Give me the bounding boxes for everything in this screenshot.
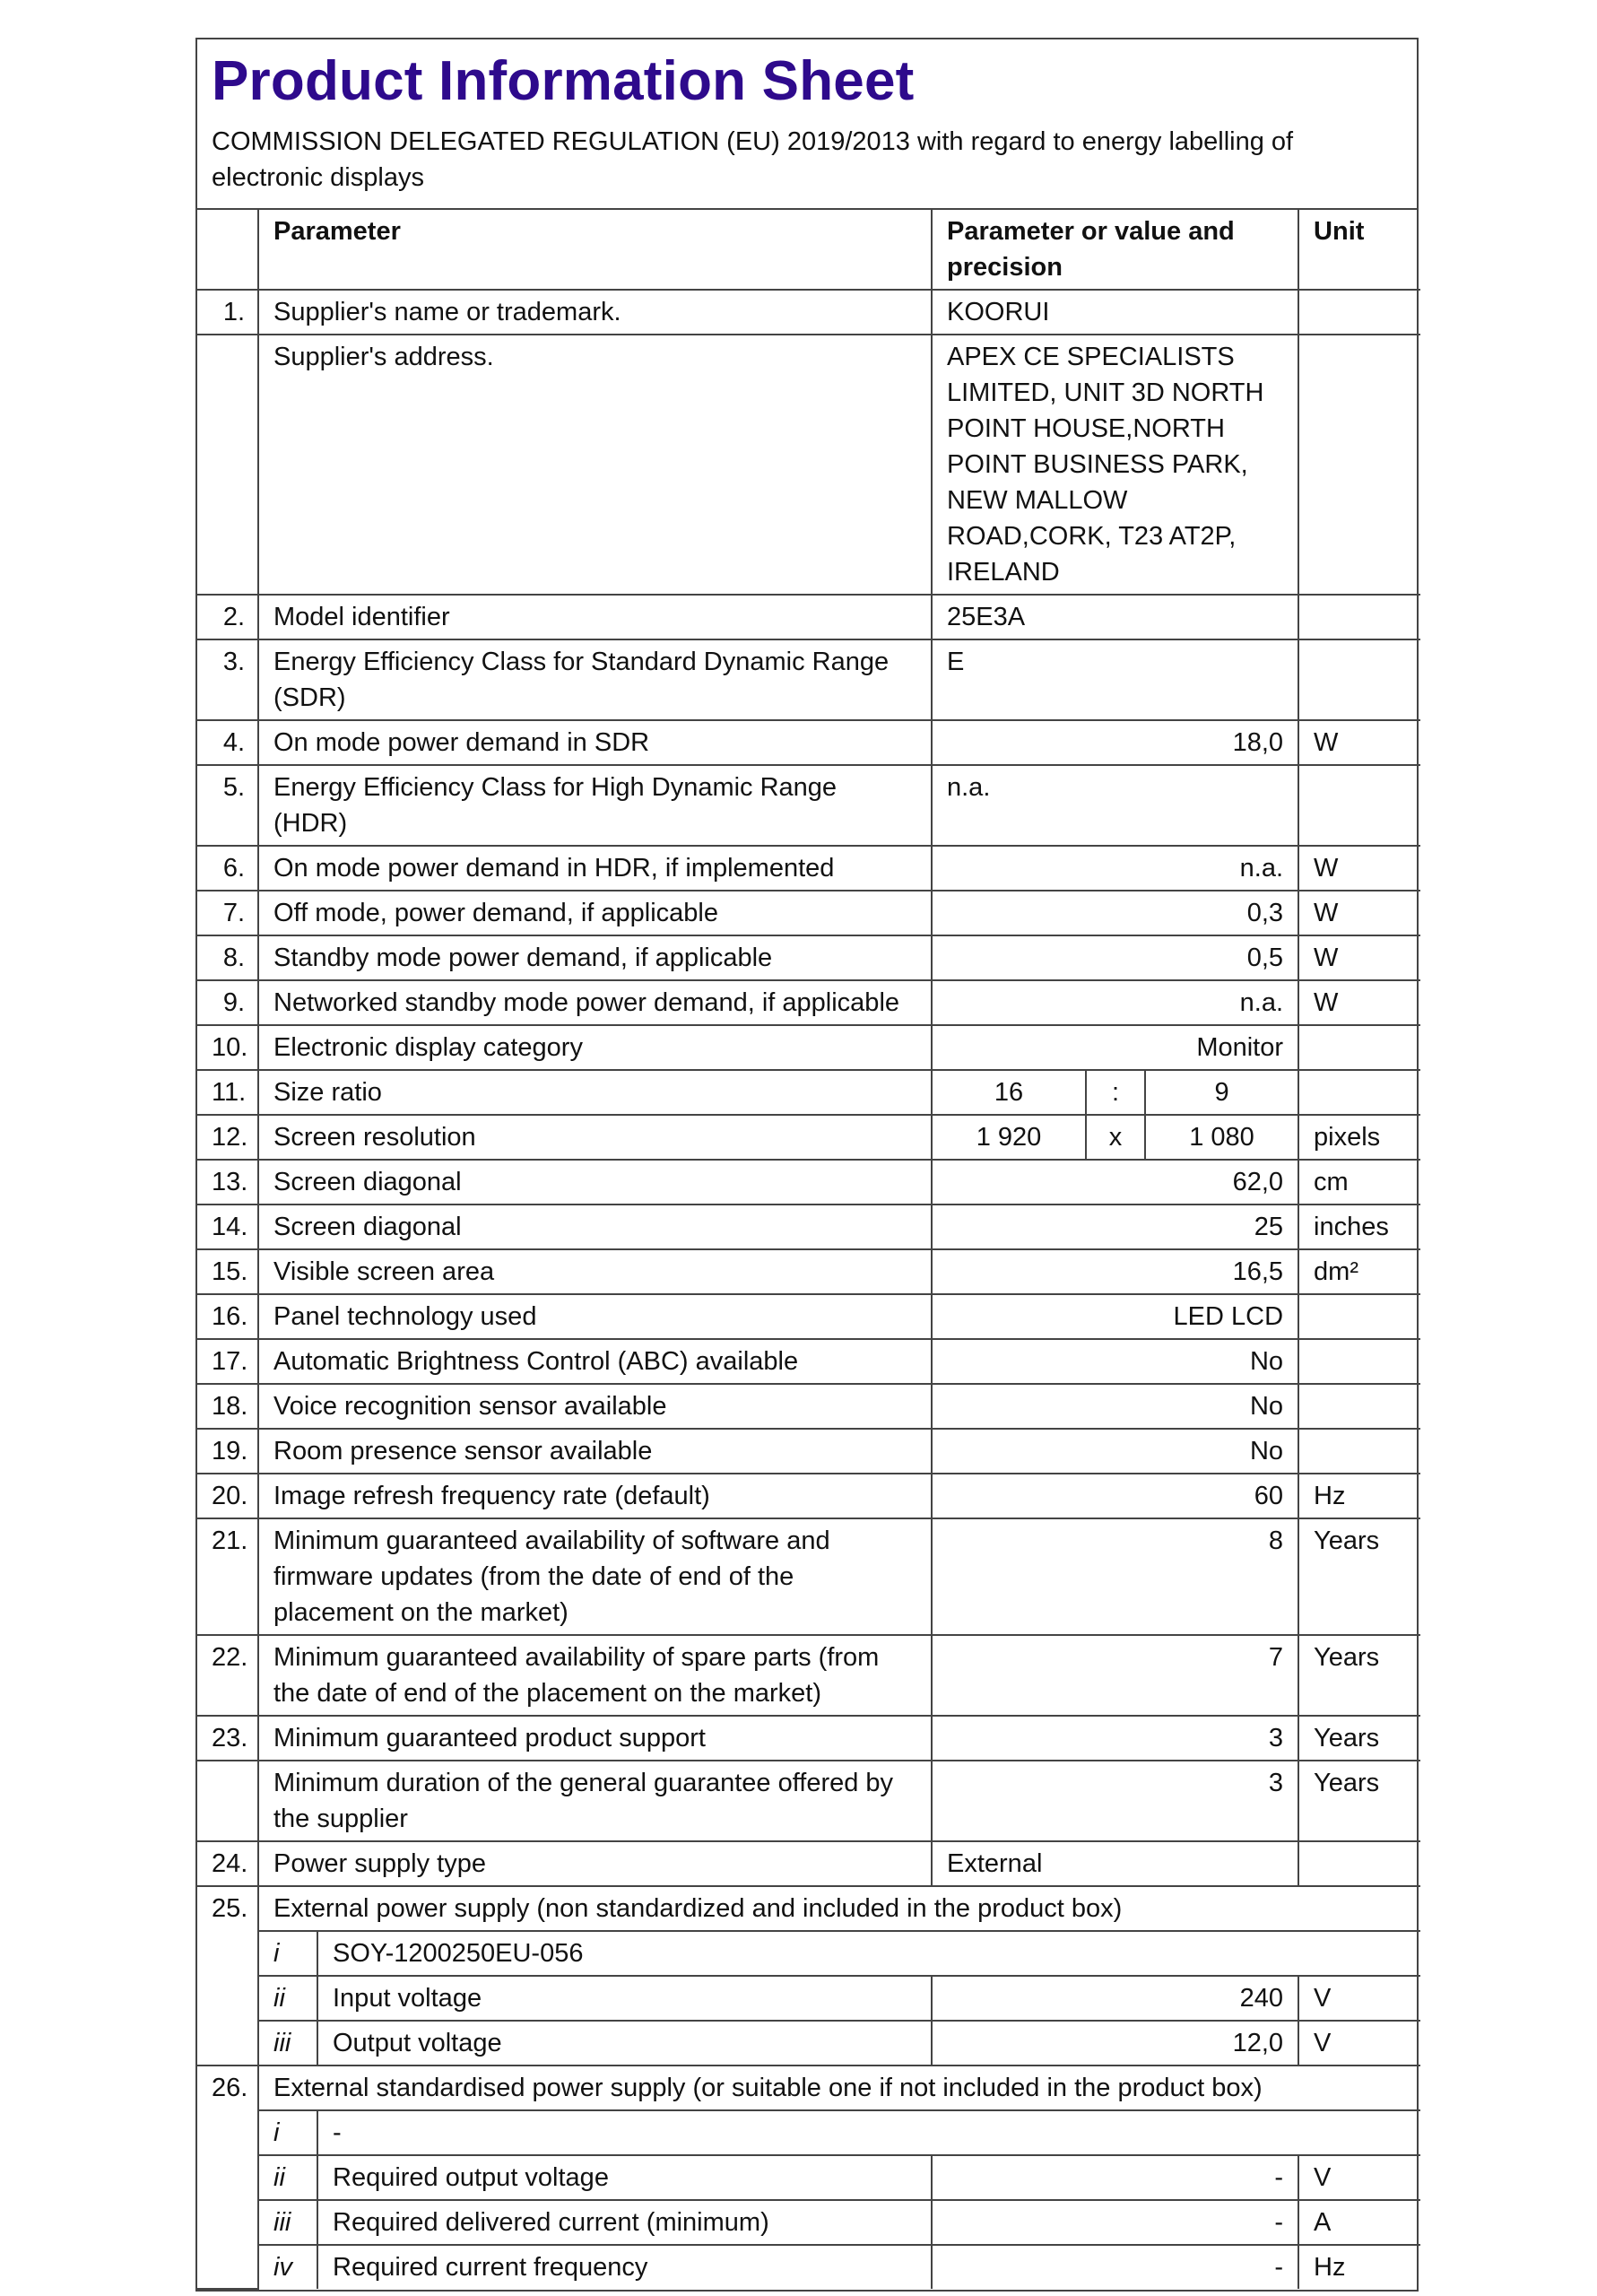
row-unit (1298, 1339, 1420, 1384)
row-parameter: Electronic display category (258, 1025, 932, 1070)
row-unit: W (1298, 891, 1420, 935)
row-number: 6. (197, 846, 258, 891)
sub-item-label: i (258, 1931, 317, 1976)
psu-model-value: - (317, 2110, 1420, 2155)
row-unit: A (1298, 2200, 1420, 2245)
table-row (197, 1976, 1420, 2021)
row-number: 17. (197, 1339, 258, 1384)
row-value: LED LCD (932, 1294, 1298, 1339)
table-row (197, 1761, 1420, 1841)
row-value: Monitor (932, 1025, 1298, 1070)
row-parameter: Required current frequency (317, 2245, 932, 2289)
row-unit: dm² (1298, 1249, 1420, 1294)
row-unit (1298, 1384, 1420, 1429)
row-parameter: Model identifier (258, 595, 932, 639)
table-row (197, 720, 1420, 765)
row-number: 24. (197, 1841, 258, 1886)
row-number: 20. (197, 1474, 258, 1518)
row-value: 12,0 (932, 2021, 1298, 2066)
parameters-table (197, 210, 1420, 2290)
row-value: 8 (932, 1518, 1298, 1635)
row-number: 9. (197, 980, 258, 1025)
row-unit: W (1298, 980, 1420, 1025)
table-row (197, 1931, 1420, 1976)
row-number: 8. (197, 935, 258, 980)
row-unit: W (1298, 720, 1420, 765)
row-parameter: Voice recognition sensor available (258, 1384, 932, 1429)
row-value: 0,3 (932, 891, 1298, 935)
row-number: 15. (197, 1249, 258, 1294)
row-unit: V (1298, 2155, 1420, 2200)
table-row (197, 290, 1420, 335)
row-value: No (932, 1339, 1298, 1384)
row-parameter: Minimum guaranteed availability of software and firmware updates (from the date of end of the placement on the market) (258, 1518, 932, 1635)
row-unit (1298, 290, 1420, 335)
row-unit: Years (1298, 1761, 1420, 1841)
row-number: 7. (197, 891, 258, 935)
row-unit (1298, 335, 1420, 595)
table-row (197, 1294, 1420, 1339)
row-value: 25 (932, 1205, 1298, 1249)
row-unit (1298, 639, 1420, 720)
row-parameter: Minimum duration of the general guarantee offered by the supplier (258, 1761, 932, 1841)
row-number: 13. (197, 1160, 258, 1205)
table-row (197, 2155, 1420, 2200)
row-unit: cm (1298, 1160, 1420, 1205)
table-row (197, 2245, 1420, 2289)
resolution-separator: x (1086, 1115, 1145, 1160)
table-row (197, 1518, 1420, 1635)
row-value: - (932, 2155, 1298, 2200)
table-row (197, 1115, 1420, 1160)
row-value: E (932, 639, 1298, 720)
table-row (197, 891, 1420, 935)
ratio-height-value: 9 (1145, 1070, 1298, 1115)
row-value: 0,5 (932, 935, 1298, 980)
table-row (197, 1429, 1420, 1474)
resolution-width-value: 1 920 (932, 1115, 1086, 1160)
row-unit (1298, 595, 1420, 639)
sub-item-label: i (258, 2110, 317, 2155)
table-row (197, 595, 1420, 639)
table-row (197, 1339, 1420, 1384)
header-number (197, 210, 258, 290)
table-row (197, 1160, 1420, 1205)
row-unit: W (1298, 935, 1420, 980)
table-row (197, 1635, 1420, 1716)
row-parameter: Screen resolution (258, 1115, 932, 1160)
row-unit (1298, 1429, 1420, 1474)
page-title: Product Information Sheet (212, 50, 915, 112)
row-number: 25. (197, 1886, 258, 2066)
table-row (197, 1841, 1420, 1886)
table-row (197, 980, 1420, 1025)
row-number: 4. (197, 720, 258, 765)
row-value: 240 (932, 1976, 1298, 2021)
row-unit: Years (1298, 1635, 1420, 1716)
row-number (197, 335, 258, 595)
row-unit (1298, 1841, 1420, 1886)
row-parameter: Automatic Brightness Control (ABC) available (258, 1339, 932, 1384)
table-row (197, 1474, 1420, 1518)
row-parameter: Minimum guaranteed product support (258, 1716, 932, 1761)
supplier-address-value: APEX CE SPECIALISTS LIMITED, UNIT 3D NORTH POINT HOUSE,NORTH POINT BUSINESS PARK, NEW MALLOW ROAD,CORK, T23 AT2P, IRELAND (932, 335, 1298, 595)
table-row (197, 846, 1420, 891)
row-number: 23. (197, 1716, 258, 1761)
row-number: 1. (197, 290, 258, 335)
row-value: 3 (932, 1761, 1298, 1841)
row-number: 21. (197, 1518, 258, 1635)
row-value: - (932, 2200, 1298, 2245)
row-unit (1298, 1070, 1420, 1115)
table-row (197, 2021, 1420, 2066)
section-heading: External standardised power supply (or suitable one if not included in the product box) (258, 2066, 1420, 2110)
row-number: 18. (197, 1384, 258, 1429)
row-number (197, 1761, 258, 1841)
table-row (197, 2066, 1420, 2110)
row-unit: Hz (1298, 2245, 1420, 2289)
table-row (197, 2110, 1420, 2155)
header-parameter: Parameter (258, 210, 932, 290)
header-value: Parameter or value and precision (932, 210, 1298, 290)
table-row (197, 1025, 1420, 1070)
row-value: 60 (932, 1474, 1298, 1518)
row-value: KOORUI (932, 290, 1298, 335)
table-row (197, 1070, 1420, 1115)
ratio-width-value: 16 (932, 1070, 1086, 1115)
row-unit: W (1298, 846, 1420, 891)
row-unit: Years (1298, 1716, 1420, 1761)
row-unit: inches (1298, 1205, 1420, 1249)
row-parameter: Panel technology used (258, 1294, 932, 1339)
table-row (197, 335, 1420, 595)
table-row (197, 765, 1420, 846)
table-row (197, 639, 1420, 720)
row-unit (1298, 765, 1420, 846)
row-parameter: Supplier's address. (258, 335, 932, 595)
sub-item-label: ii (258, 2155, 317, 2200)
resolution-height-value: 1 080 (1145, 1115, 1298, 1160)
row-number: 26. (197, 2066, 258, 2289)
row-parameter: Energy Efficiency Class for Standard Dynamic Range (SDR) (258, 639, 932, 720)
row-value: 18,0 (932, 720, 1298, 765)
row-value: External (932, 1841, 1298, 1886)
row-value: 62,0 (932, 1160, 1298, 1205)
section-heading: External power supply (non standardized and included in the product box) (258, 1886, 1420, 1931)
table-row (197, 1716, 1420, 1761)
row-number: 2. (197, 595, 258, 639)
row-parameter: Supplier's name or trademark. (258, 290, 932, 335)
row-parameter: Required delivered current (minimum) (317, 2200, 932, 2245)
row-value: No (932, 1384, 1298, 1429)
row-parameter: On mode power demand in HDR, if implemented (258, 846, 932, 891)
row-number: 22. (197, 1635, 258, 1716)
row-unit (1298, 1025, 1420, 1070)
row-parameter: Room presence sensor available (258, 1429, 932, 1474)
row-number: 16. (197, 1294, 258, 1339)
table-row (197, 2200, 1420, 2245)
row-parameter: Size ratio (258, 1070, 932, 1115)
row-value: 16,5 (932, 1249, 1298, 1294)
row-number: 3. (197, 639, 258, 720)
row-parameter: On mode power demand in SDR (258, 720, 932, 765)
table-row (197, 1249, 1420, 1294)
table-header-row (197, 210, 1420, 290)
row-parameter: Image refresh frequency rate (default) (258, 1474, 932, 1518)
row-parameter: Standby mode power demand, if applicable (258, 935, 932, 980)
row-parameter: Power supply type (258, 1841, 932, 1886)
row-number: 11. (197, 1070, 258, 1115)
row-parameter: Visible screen area (258, 1249, 932, 1294)
ratio-separator: : (1086, 1070, 1145, 1115)
row-parameter: Screen diagonal (258, 1160, 932, 1205)
row-parameter: Input voltage (317, 1976, 932, 2021)
sub-item-label: iii (258, 2021, 317, 2066)
row-parameter: Output voltage (317, 2021, 932, 2066)
sub-item-label: ii (258, 1976, 317, 2021)
row-number: 19. (197, 1429, 258, 1474)
row-unit: V (1298, 1976, 1420, 2021)
row-parameter: Minimum guaranteed availability of spare parts (from the date of end of the placement on the market) (258, 1635, 932, 1716)
row-value: 25E3A (932, 595, 1298, 639)
row-parameter: Screen diagonal (258, 1205, 932, 1249)
table-row (197, 935, 1420, 980)
row-value: - (932, 2245, 1298, 2289)
sub-item-label: iii (258, 2200, 317, 2245)
row-number: 5. (197, 765, 258, 846)
table-row (197, 1205, 1420, 1249)
row-unit: pixels (1298, 1115, 1420, 1160)
row-value: 7 (932, 1635, 1298, 1716)
row-number: 12. (197, 1115, 258, 1160)
table-row (197, 1384, 1420, 1429)
row-value: n.a. (932, 846, 1298, 891)
row-value: 3 (932, 1716, 1298, 1761)
psu-model-value: SOY-1200250EU-056 (317, 1931, 1420, 1976)
row-parameter: Energy Efficiency Class for High Dynamic Range (HDR) (258, 765, 932, 846)
product-information-sheet (195, 38, 1419, 2292)
title-block (197, 39, 1417, 210)
row-number: 10. (197, 1025, 258, 1070)
row-unit: Hz (1298, 1474, 1420, 1518)
regulation-subtitle: COMMISSION DELEGATED REGULATION (EU) 2019/2013 with regard to energy labelling of electronic displays (212, 127, 1294, 192)
table-row (197, 1886, 1420, 1931)
row-value: No (932, 1429, 1298, 1474)
row-number: 14. (197, 1205, 258, 1249)
row-value: n.a. (932, 980, 1298, 1025)
row-unit: Years (1298, 1518, 1420, 1635)
row-value: n.a. (932, 765, 1298, 846)
header-unit: Unit (1298, 210, 1420, 290)
row-parameter: Required output voltage (317, 2155, 932, 2200)
row-unit (1298, 1294, 1420, 1339)
row-parameter: Off mode, power demand, if applicable (258, 891, 932, 935)
sub-item-label: iv (258, 2245, 317, 2289)
row-parameter: Networked standby mode power demand, if applicable (258, 980, 932, 1025)
row-unit: V (1298, 2021, 1420, 2066)
